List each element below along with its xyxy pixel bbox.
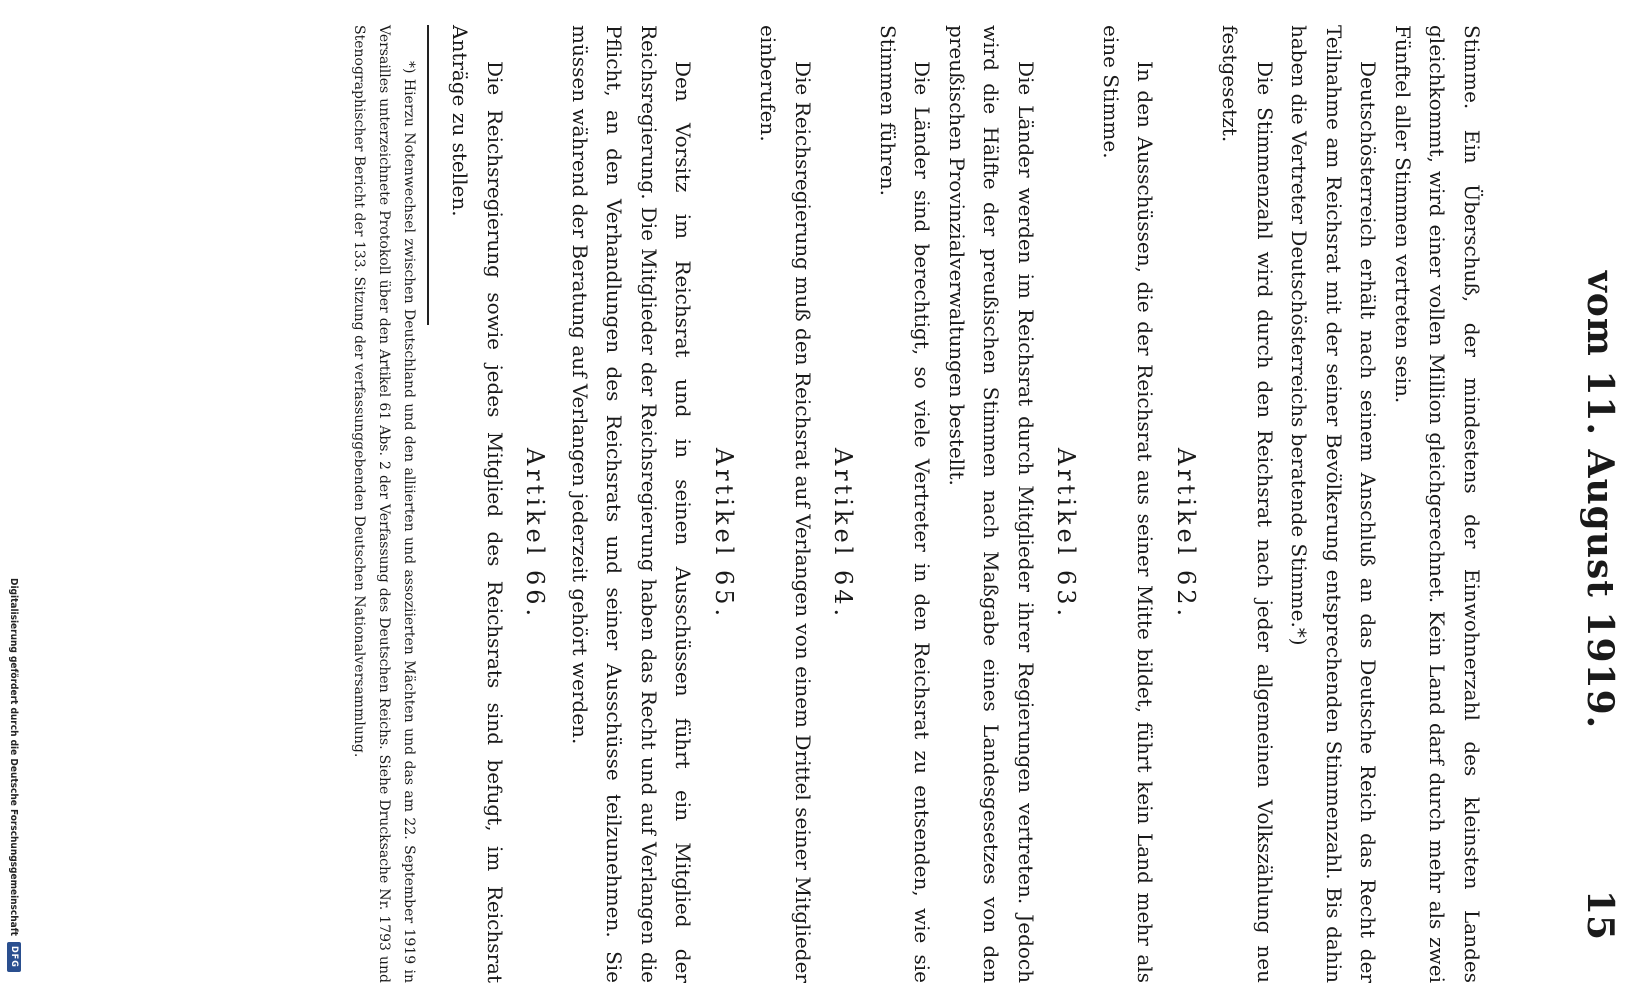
paragraph: Die Länder werden im Reichsrat durch Mitglieder ihrer Regierungen vertreten. Jedoch wird die Hälfte der preußischen Stimmen nach Maßgabe eines Landesgesetzes von den preußischen Provinzialverwaltungen bestellt.: [945, 25, 1038, 983]
dfg-logo-icon: DFG: [7, 942, 21, 972]
article-heading: Artikel 64.: [829, 447, 858, 621]
paragraph: Deutschösterreich erhält nach seinem Anschluß an das Deutsche Reich das Recht der Teilnahme am Reichsrat mit der seiner Bevölkerung entsprechenden Stimmenzahl. Bis dahin haben die Vertreter Deutschösterreichs beratende Stimme.*): [1287, 25, 1381, 983]
header-date: vom 11. August 1919.: [1579, 270, 1621, 730]
paragraph: Die Reichsregierung sowie jedes Mitglied des Reichsrats sind befugt, im Reichsrat Anträge zu stellen.: [448, 25, 507, 983]
credit-text: Digitalisierung gefördert durch die Deutsche Forschungsgemeinschaft: [8, 578, 20, 936]
digitization-credit: [3, 578, 25, 998]
paragraph: Die Länder sind berechtigt, so viele Vertreter in den Reichsrat zu entsenden, wie sie Stimmen führen.: [876, 25, 935, 983]
paragraph: Die Reichsregierung muß den Reichsrat auf Verlangen von einem Drittel seiner Mitglieder einberufen.: [756, 25, 815, 983]
article-heading: Artikel 66.: [521, 447, 550, 621]
footnote-divider: [427, 25, 429, 325]
article-heading: Artikel 63.: [1052, 447, 1081, 621]
footnote: [346, 25, 421, 983]
paragraph: In den Ausschüssen, die der Reichsrat aus seiner Mitte bildet, führt kein Land mehr als eine Stimme.: [1099, 25, 1158, 983]
page-header: [1571, 0, 1621, 1000]
page-number: 15: [1579, 889, 1621, 940]
footnote-text: Hierzu Notenwechsel zwischen Deutschland und den alliierten und assoziierten Mächten und das am 22. September 1919 in Versailles unterzeichnete Protokoll über den Artikel 61 Abs. 2 der Verfassung des Deutschen Reichs. Siehe Drucksache Nr. 1793 und Stenographischer Bericht der 133. Sitzung der verfassunggebenden Deutschen Nationalversammlung.: [351, 25, 417, 983]
paragraph: Stimme. Ein Überschuß, der mindestens der Einwohnerzahl des kleinsten Landes gleichkommt, wird einer vollen Million gleichgerechnet. Kein Land darf durch mehr als zwei Fünftel aller Stimmen vertreten sein.: [1391, 25, 1484, 983]
article-heading: Artikel 65.: [710, 447, 738, 621]
paragraph: Die Stimmenzahl wird durch den Reichsrat nach jeder allgemeinen Volkszählung neu festgesetzt.: [1218, 25, 1277, 983]
paragraph: Den Vorsitz im Reichsrat und in seinen Ausschüssen führt ein Mitglied der Reichsregierung. Die Mitglieder der Reichsregierung haben das Recht und auf Verlangen die Pflicht, an den Verhandlungen des Reichsrats und seiner Ausschüsse teilzunehmen. Sie müssen während der Beratung auf Verlangen jederzeit gehört werden.: [568, 25, 696, 983]
article-body: [346, 25, 1489, 983]
footnote-mark: *): [401, 61, 417, 74]
article-heading: Artikel 62.: [1172, 447, 1200, 621]
